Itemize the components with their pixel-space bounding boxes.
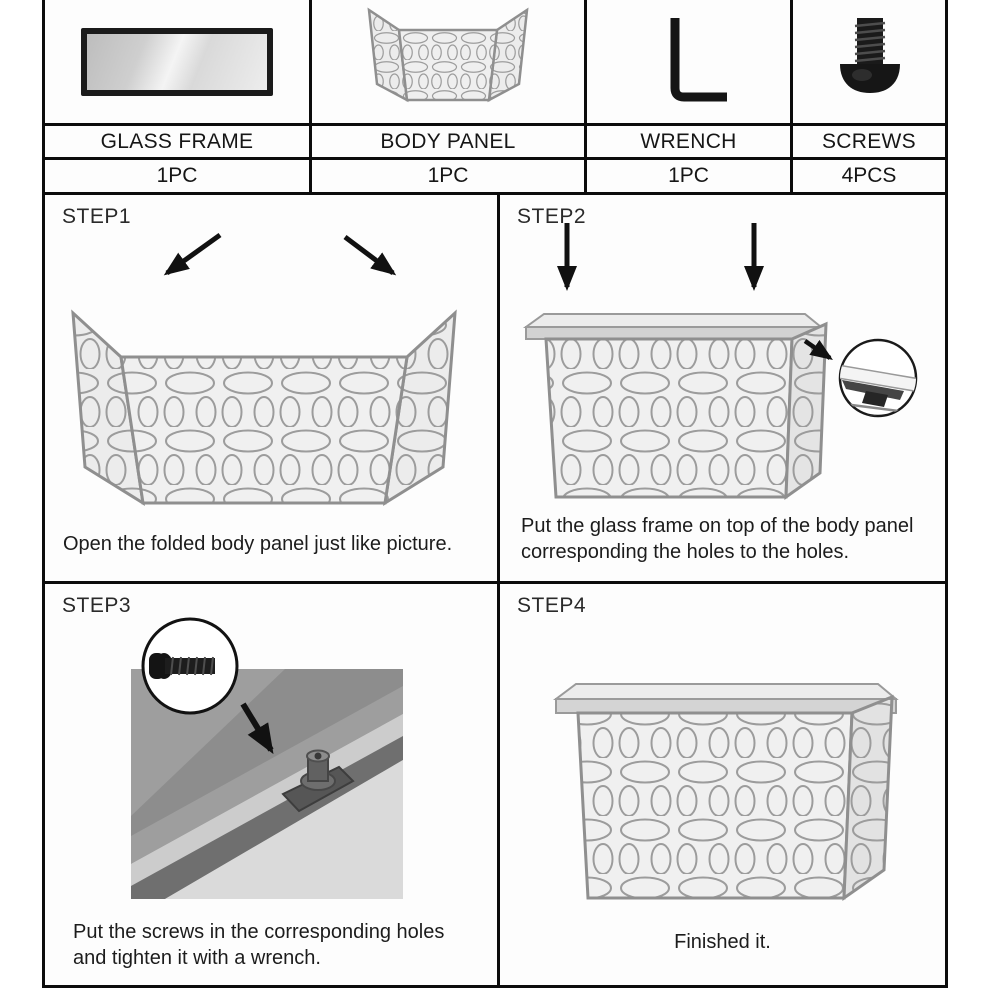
step-2-caption bbox=[500, 513, 945, 565]
part-qty: 1PC bbox=[427, 164, 469, 187]
instruction-sheet-frame bbox=[42, 0, 948, 988]
parts-table bbox=[45, 0, 945, 195]
step-3-caption bbox=[45, 919, 497, 971]
part-name-cell bbox=[793, 126, 945, 160]
step-4-caption bbox=[500, 929, 945, 955]
step-1-title: STEP1 bbox=[62, 205, 132, 228]
part-name-cell bbox=[45, 126, 312, 160]
step-caption-line: Finished it. bbox=[674, 931, 771, 953]
step-4-illustration bbox=[500, 584, 945, 983]
open-body-panel-drawing bbox=[73, 313, 455, 503]
part-name: SCREWS bbox=[822, 129, 916, 153]
corner-detail-circle bbox=[836, 340, 922, 423]
step-3-panel bbox=[45, 584, 500, 985]
step-caption-line: Put the screws in the corresponding holes bbox=[73, 921, 445, 943]
folded-body-panel-image bbox=[343, 2, 553, 122]
part-qty-cell bbox=[45, 160, 312, 195]
step-4-panel bbox=[500, 584, 945, 985]
step-1-illustration bbox=[45, 195, 497, 581]
part-image-cell-glass-frame bbox=[45, 0, 312, 126]
glass-frame-image bbox=[81, 28, 273, 96]
step-1-panel bbox=[45, 195, 500, 584]
step-caption-line: Open the folded body panel just like picture. bbox=[63, 533, 453, 555]
part-qty: 4PCS bbox=[841, 164, 897, 187]
part-qty-cell bbox=[587, 160, 793, 195]
screw-detail-circle bbox=[143, 619, 237, 713]
part-name: BODY PANEL bbox=[380, 129, 516, 153]
part-qty: 1PC bbox=[668, 164, 709, 187]
part-image-cell-wrench bbox=[587, 0, 793, 126]
part-name-cell bbox=[587, 126, 793, 160]
step-2-panel bbox=[500, 195, 945, 584]
part-qty: 1PC bbox=[156, 164, 198, 187]
step-3-title: STEP3 bbox=[62, 594, 132, 617]
step-1-caption bbox=[45, 531, 497, 557]
fold-arrow-right-icon bbox=[345, 237, 393, 273]
screw-image bbox=[794, 2, 945, 122]
step-caption-line: and tighten it with a wrench. bbox=[73, 947, 321, 969]
step-caption-line: corresponding the holes to the holes. bbox=[521, 541, 849, 563]
assembly-steps bbox=[45, 195, 945, 985]
step-2-title: STEP2 bbox=[517, 205, 587, 228]
part-name: WRENCH bbox=[640, 129, 737, 153]
part-name: GLASS FRAME bbox=[100, 129, 254, 153]
part-image-cell-screws bbox=[793, 0, 945, 126]
finished-table-drawing bbox=[556, 684, 896, 898]
part-image-cell-body-panel bbox=[312, 0, 587, 126]
part-name-cell bbox=[312, 126, 587, 160]
fold-arrow-left-icon bbox=[167, 235, 220, 273]
table-with-glass-top-drawing bbox=[526, 314, 826, 497]
part-qty-cell bbox=[312, 160, 587, 195]
step-4-title: STEP4 bbox=[517, 594, 587, 617]
part-qty-cell bbox=[793, 160, 945, 195]
allen-wrench-image bbox=[587, 2, 790, 122]
step-caption-line: Put the glass frame on top of the body panel bbox=[521, 515, 914, 537]
